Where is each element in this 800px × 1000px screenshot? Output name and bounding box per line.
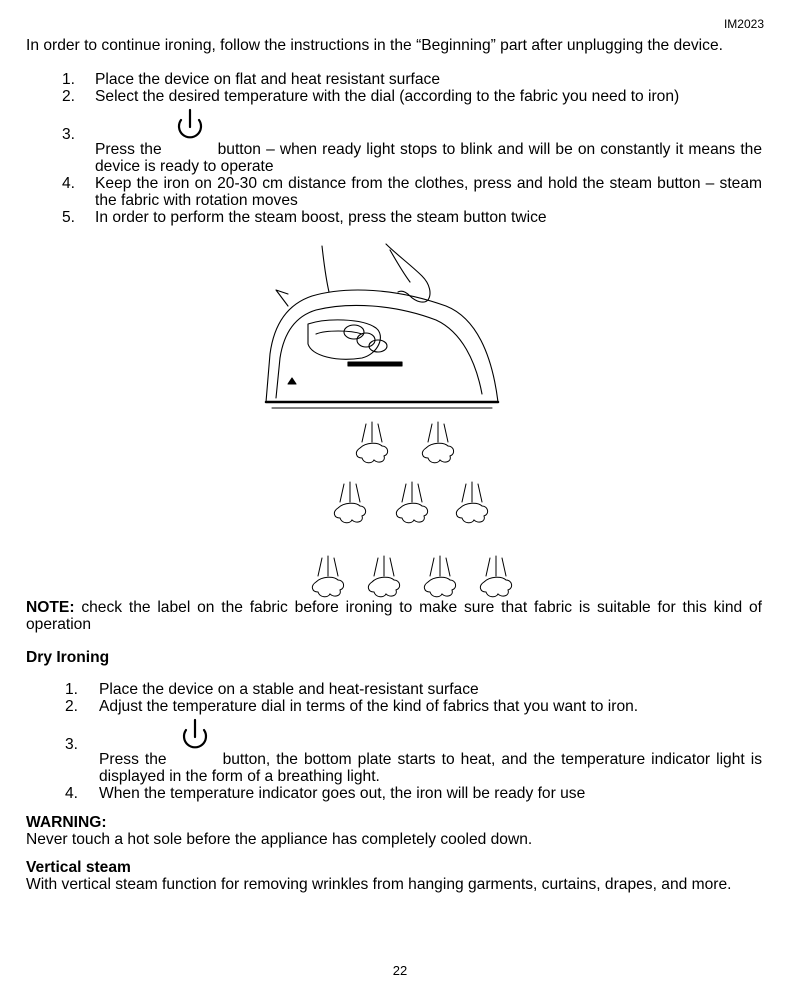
power-icon bbox=[175, 736, 215, 766]
list-item bbox=[26, 126, 762, 175]
step-text: Place the device on a stable and heat-resistant surface bbox=[99, 681, 479, 698]
step-text: Place the device on flat and heat resistant surface bbox=[95, 71, 441, 88]
intro-paragraph: In order to continue ironing, follow the instructions in the “Beginning” part after unplugging the device. bbox=[26, 37, 723, 54]
step-text: Adjust the temperature dial in terms of the kind of fabrics that you want to iron. bbox=[99, 698, 639, 715]
vertical-steam-text: With vertical steam function for removing wrinkles from hanging garments, curtains, drapes, and more. bbox=[26, 876, 732, 893]
step-number: 1. bbox=[62, 71, 76, 88]
list-item bbox=[26, 785, 762, 802]
iron-drawing bbox=[26, 234, 762, 599]
step-text-after: button – when ready light stops to blink and will be on constantly it means the device is ready to operate bbox=[95, 141, 762, 175]
list-item bbox=[26, 681, 762, 698]
list-item bbox=[26, 175, 762, 209]
model-number: IM2023 bbox=[723, 17, 764, 31]
step-number: 3. bbox=[65, 736, 79, 753]
step-text: In order to perform the steam boost, press the steam button twice bbox=[95, 209, 547, 226]
step-text-before: Press the bbox=[99, 751, 167, 768]
step-number: 4. bbox=[62, 175, 76, 192]
list-item bbox=[26, 209, 762, 226]
step-text: When the temperature indicator goes out, the iron will be ready for use bbox=[99, 785, 586, 802]
note-paragraph bbox=[26, 599, 762, 633]
step-text: Select the desired temperature with the dial (according to the fabric you need to iron) bbox=[95, 88, 680, 105]
step-number: 2. bbox=[65, 698, 79, 715]
step-number: 1. bbox=[65, 681, 79, 698]
list-item bbox=[26, 736, 762, 785]
note-text: check the label on the fabric before ironing to make sure that fabric is suitable for this kind of operation bbox=[26, 599, 762, 633]
warning-text: Never touch a hot sole before the appliance has completely cooled down. bbox=[26, 831, 533, 848]
step-text-before: Press the bbox=[95, 141, 162, 158]
steam-puffs bbox=[312, 422, 511, 597]
list-item bbox=[26, 698, 762, 715]
step-number: 5. bbox=[62, 209, 76, 226]
list-item bbox=[26, 71, 762, 88]
step-text: Keep the iron on 20-30 cm distance from the clothes, press and hold the steam button – steam the fabric with rotation moves bbox=[95, 175, 762, 209]
note-label: NOTE: bbox=[26, 599, 75, 616]
step-number: 2. bbox=[62, 88, 76, 105]
power-icon bbox=[170, 126, 210, 156]
step-text-after: button, the bottom plate starts to heat, and the temperature indicator light is displayed in the form of a breathing light. bbox=[99, 751, 762, 785]
step-number: 3. bbox=[62, 126, 76, 143]
warning-heading: WARNING: bbox=[26, 814, 107, 831]
steam-steps-list bbox=[26, 71, 762, 226]
dry-ironing-heading: Dry Ironing bbox=[26, 649, 110, 666]
steam-iron-illustration bbox=[26, 234, 762, 599]
step-number: 4. bbox=[65, 785, 79, 802]
list-item bbox=[26, 88, 762, 105]
page-content bbox=[26, 37, 762, 893]
page-number: 22 bbox=[392, 963, 408, 978]
vertical-steam-heading: Vertical steam bbox=[26, 859, 131, 876]
dry-steps-list bbox=[26, 681, 762, 802]
